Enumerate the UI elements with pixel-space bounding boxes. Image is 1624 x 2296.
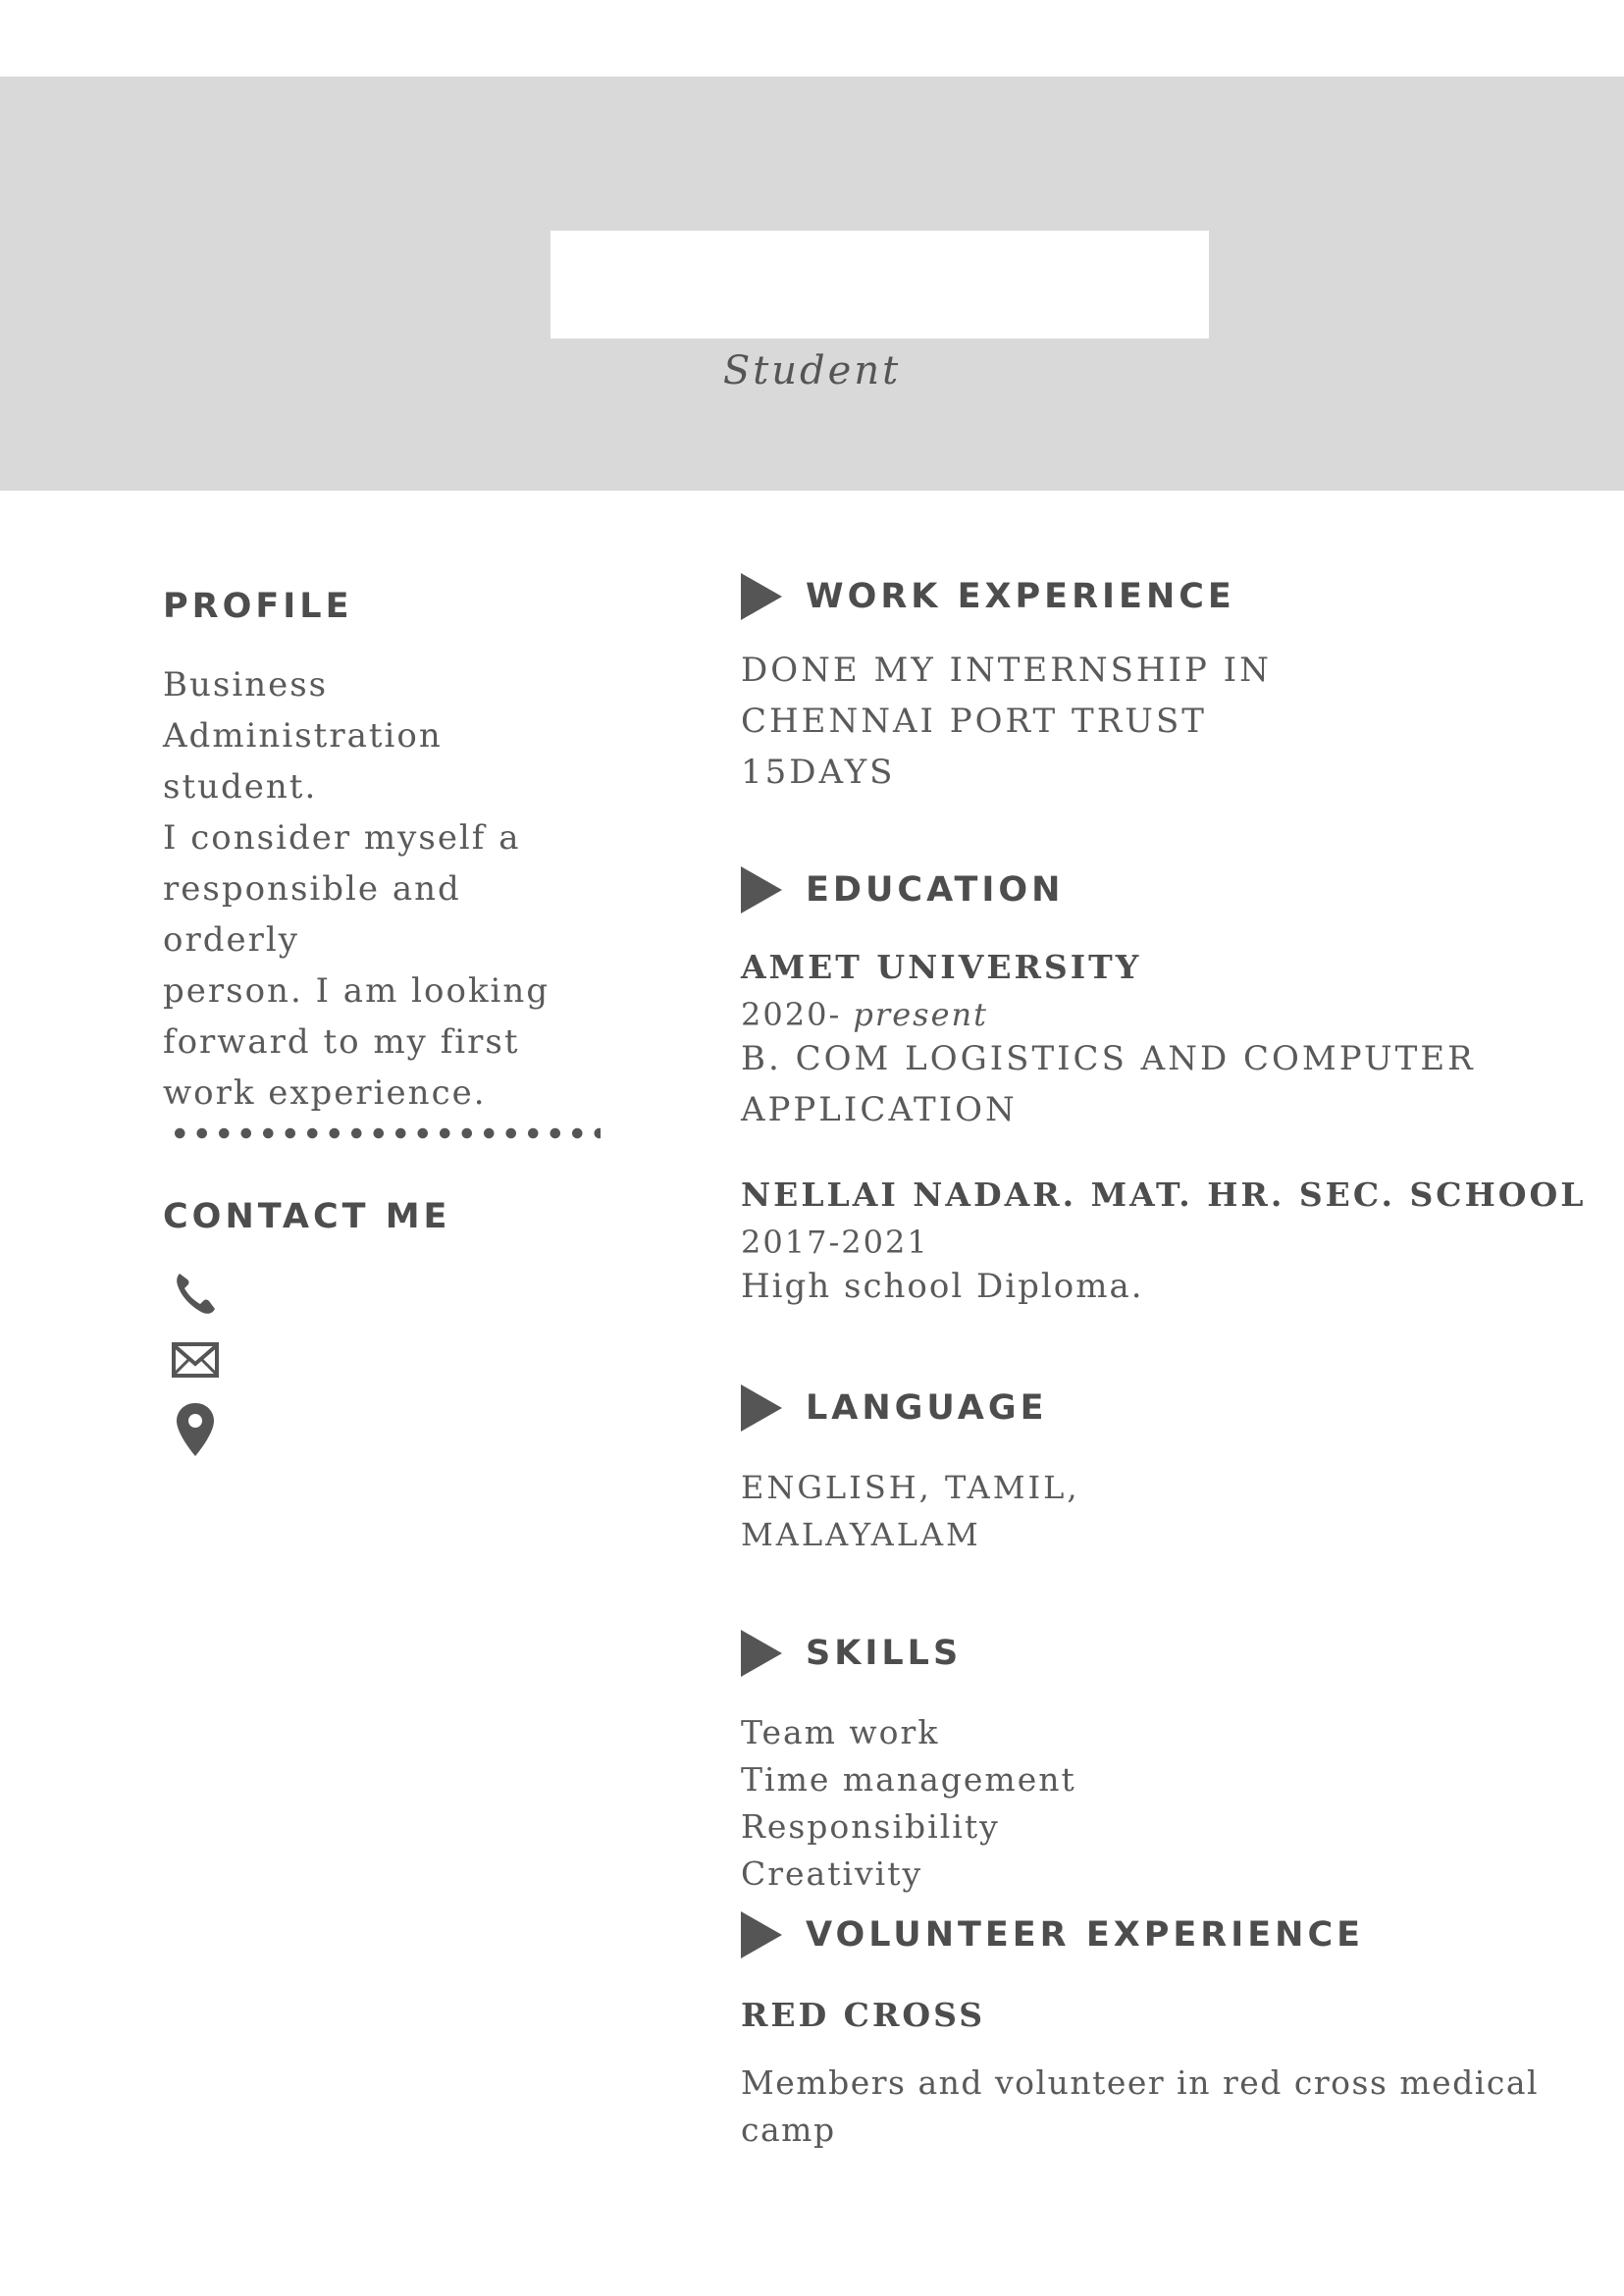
- language-text: [741, 1464, 1080, 1558]
- education-date: 2017-2021: [741, 1224, 929, 1261]
- volunteer-line: Members and volunteer in red cross medical: [741, 2063, 1540, 2102]
- triangle-bullet-icon: [741, 866, 782, 913]
- work-line: CHENNAI PORT TRUST: [741, 702, 1207, 741]
- volunteer-text: [741, 2060, 1539, 2154]
- volunteer-entry: [741, 1996, 1539, 2154]
- triangle-bullet-icon: [741, 573, 782, 620]
- triangle-bullet-icon: [741, 1384, 782, 1432]
- location-pin-icon: [172, 1401, 219, 1460]
- degree-line: B. COM LOGISTICS AND COMPUTER: [741, 1039, 1476, 1078]
- education-org: AMET UNIVERSITY: [741, 948, 1142, 986]
- date-start: 2020-: [741, 996, 854, 1033]
- skills-section-header: [741, 1630, 962, 1677]
- volunteer-section-header: [741, 1911, 1364, 1958]
- degree-line: APPLICATION: [741, 1090, 1018, 1129]
- education-heading: EDUCATION: [806, 870, 1065, 910]
- language-line: ENGLISH, TAMIL,: [741, 1469, 1080, 1506]
- profile-line: forward to my first: [163, 1022, 520, 1062]
- work-line: 15DAYS: [741, 753, 896, 792]
- name-placeholder-box: [550, 231, 1209, 339]
- education-section-header: [741, 866, 1064, 913]
- skills-list: [741, 1709, 1076, 1898]
- work-experience-section-header: [741, 573, 1235, 620]
- triangle-bullet-icon: [741, 1630, 782, 1677]
- contact-heading: CONTACT ME: [163, 1197, 451, 1236]
- education-entry: [741, 1175, 1586, 1312]
- work-experience-text: [741, 645, 1272, 798]
- language-line: MALAYALAM: [741, 1516, 981, 1553]
- profile-line: Administration student.: [163, 716, 443, 807]
- education-org: NELLAI NADAR. MAT. HR. SEC. SCHOOL: [741, 1175, 1587, 1214]
- profile-line: person. I am looking: [163, 971, 550, 1011]
- dotted-divider: [169, 1126, 601, 1140]
- education-date: [741, 996, 1476, 1033]
- skill-item: Responsibility: [741, 1807, 1000, 1846]
- skill-item: Team work: [741, 1713, 940, 1751]
- education-degree-line: High school Diploma.: [741, 1267, 1144, 1306]
- profile-line: Business: [163, 665, 329, 704]
- work-line: DONE MY INTERNSHIP IN: [741, 651, 1272, 690]
- phone-icon: [172, 1268, 219, 1319]
- role-title: Student: [722, 348, 902, 393]
- profile-line: I consider myself a: [163, 818, 521, 858]
- volunteer-heading: VOLUNTEER EXPERIENCE: [806, 1915, 1365, 1955]
- education-entry: [741, 948, 1476, 1135]
- skills-heading: SKILLS: [806, 1634, 963, 1673]
- profile-line: responsible and orderly: [163, 869, 461, 960]
- language-heading: LANGUAGE: [806, 1388, 1048, 1428]
- education-degree: [741, 1033, 1476, 1135]
- work-experience-heading: WORK EXPERIENCE: [806, 577, 1235, 616]
- skill-item: Time management: [741, 1760, 1076, 1799]
- envelope-icon: [172, 1336, 219, 1387]
- triangle-bullet-icon: [741, 1911, 782, 1958]
- profile-line: work experience.: [163, 1073, 487, 1113]
- skill-item: Creativity: [741, 1854, 923, 1893]
- date-end: present: [853, 996, 988, 1033]
- volunteer-org: RED CROSS: [741, 1996, 986, 2034]
- volunteer-line: camp: [741, 2111, 836, 2149]
- profile-text: [163, 659, 604, 1119]
- language-section-header: [741, 1384, 1047, 1432]
- profile-heading: PROFILE: [163, 587, 353, 626]
